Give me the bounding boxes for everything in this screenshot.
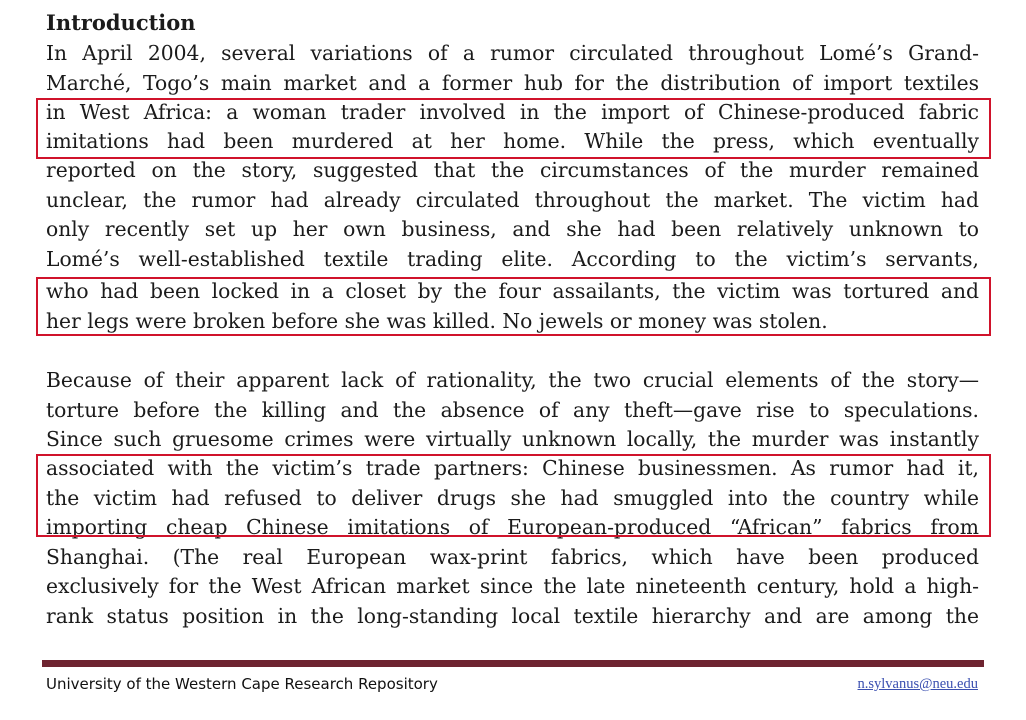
text-line: Lomé’s well-established textile trading elite. According to the victim’s servants, bbox=[46, 247, 979, 271]
footer-institution: University of the Western Cape Research Repository bbox=[46, 675, 438, 693]
text-line: Because of their apparent lack of rationality, the two crucial elements of the story— bbox=[46, 368, 979, 392]
text-line: Since such gruesome crimes were virtually unknown locally, the murder was instantly bbox=[46, 427, 979, 451]
text-line: exclusively for the West African market since the late nineteenth century, hold a high- bbox=[46, 574, 979, 598]
text-line: associated with the victim’s trade partners: Chinese businessmen. As rumor had it, bbox=[46, 456, 979, 480]
text-line: unclear, the rumor had already circulated throughout the market. The victim had bbox=[46, 188, 979, 212]
text-line: Marché, Togo’s main market and a former hub for the distribution of import textiles bbox=[46, 71, 979, 95]
text-line: imitations had been murdered at her home. While the press, which eventually bbox=[46, 129, 979, 153]
text-line: torture before the killing and the absence of any theft—gave rise to speculations. bbox=[46, 398, 979, 422]
text-line: reported on the story, suggested that the circumstances of the murder remained bbox=[46, 158, 979, 182]
footer-email-link[interactable]: n.sylvanus@neu.edu bbox=[857, 676, 978, 692]
text-line: in West Africa: a woman trader involved in the import of Chinese-produced fabric bbox=[46, 100, 979, 124]
text-line: importing cheap Chinese imitations of European-produced “African” fabrics from bbox=[46, 515, 979, 539]
text-line: her legs were broken before she was killed. No jewels or money was stolen. bbox=[46, 309, 828, 333]
section-heading: Introduction bbox=[46, 10, 196, 35]
text-line: rank status position in the long-standing local textile hierarchy and are among the bbox=[46, 604, 979, 628]
text-line: Shanghai. (The real European wax-print fabrics, which have been produced bbox=[46, 545, 979, 569]
footer-divider bbox=[42, 660, 984, 667]
text-line: who had been locked in a closet by the four assailants, the victim was tortured and bbox=[46, 279, 979, 303]
text-line: the victim had refused to deliver drugs she had smuggled into the country while bbox=[46, 486, 979, 510]
text-line: only recently set up her own business, and she had been relatively unknown to bbox=[46, 217, 979, 241]
text-line: In April 2004, several variations of a rumor circulated throughout Lomé’s Grand- bbox=[46, 41, 979, 65]
